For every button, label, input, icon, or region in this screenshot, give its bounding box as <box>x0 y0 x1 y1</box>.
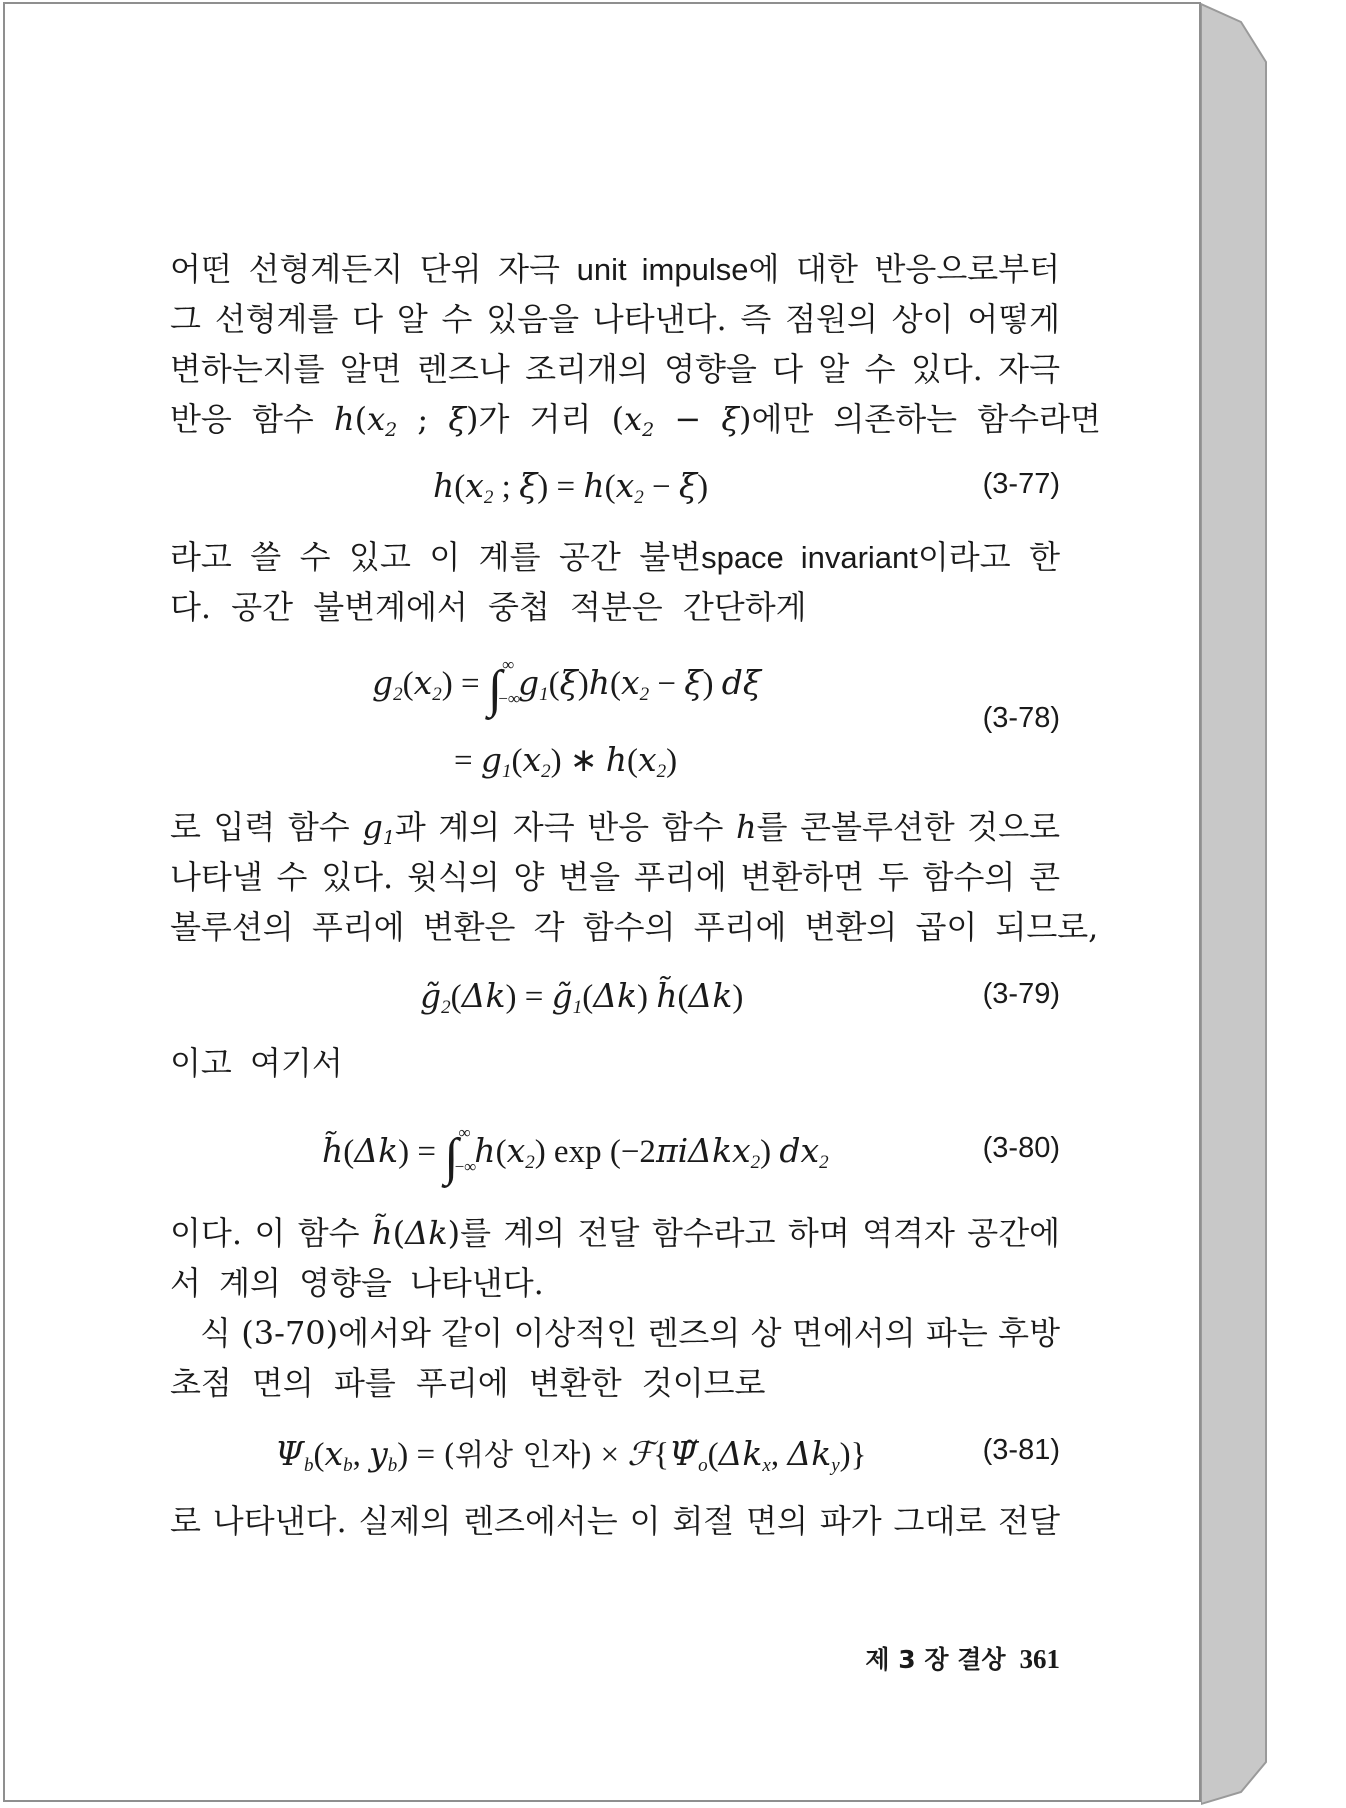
page-edge-graphic <box>1201 2 1341 1808</box>
chapter-label: 제 3 장 결상 <box>865 1645 1006 1674</box>
text-line-15: 로 나타낸다. 실제의 렌즈에서는 이 회절 면의 파가 그대로 전달 <box>170 1502 1060 1540</box>
equation-3-77: $h(x_2$ ; $\xi) = h(x_2 - \xi)$ <box>433 466 709 508</box>
text-line-13: 식 (3-70)에서와 같이 이상적인 렌즈의 상 면에서의 파는 후방 <box>200 1314 1060 1352</box>
equation-number: (3-77) <box>982 468 1060 500</box>
text-line-5: 라고 쓸 수 있고 이 계를 공간 불변space invariant이라고 한 <box>170 538 1060 576</box>
equation-number: (3-78) <box>982 702 1060 734</box>
text-line-6: 다. 공간 불변계에서 중첩 적분은 간단하게 <box>170 588 807 626</box>
equation-number: (3-79) <box>982 978 1060 1010</box>
text-line-9: 볼루션의 푸리에 변환은 각 함수의 푸리에 변환의 곱이 되므로, <box>170 908 1099 946</box>
text-line-8: 나타낼 수 있다. 윗식의 양 변을 푸리에 변환하면 두 함수의 콘 <box>170 858 1060 896</box>
equation-number: (3-80) <box>982 1132 1060 1164</box>
equation-3-78-line1: $g_2(x_2) = \int^\infty_{-\infty}g_1(\xi)h(x_2 - \xi)$ dξ <box>372 655 762 718</box>
equation-3-78-line2: = $g_1(x_2)$ ∗ $h(x_2)$ <box>454 740 678 782</box>
equation-3-80: h̃(Δk) = $\int^\infty_{-\infty}h(x_2)$ exp (−2πiΔkx$_2$) $dx_2$ <box>322 1123 829 1186</box>
equation-3-81: $\Psi_b(x_b$, $y_b$) = (위상 인자) × $ℱ\{\Psĩ_o(\Delta k_x$, $\Delta k_y$)} <box>275 1434 867 1476</box>
page-number: 361 <box>1019 1644 1060 1674</box>
text-line-7: 로 입력 함수 $g_1$과 계의 자극 반응 함수 h를 콘볼루션한 것으로 <box>170 808 1061 849</box>
equation-number: (3-81) <box>982 1434 1060 1466</box>
text-line-14: 초점 면의 파를 푸리에 변환한 것이므로 <box>170 1364 766 1402</box>
page-footer <box>838 1640 1060 1676</box>
text-line-10: 이고 여기서 <box>170 1044 343 1082</box>
text-line-11: 이다. 이 함수 h̃(Δk)를 계의 전달 함수라고 하며 역격자 공간에 <box>170 1214 1061 1252</box>
text-line-1: 어떤 선형계든지 단위 자극 unit impulse에 대한 반응으로부터 <box>170 250 1060 288</box>
text-line-12: 서 계의 영향을 나타낸다. <box>170 1264 544 1302</box>
text-line-2: 그 선형계를 다 알 수 있음을 나타낸다. 즉 점원의 상이 어떻게 <box>170 300 1060 338</box>
text-line-3: 변하는지를 알면 렌즈나 조리개의 영향을 다 알 수 있다. 자극 <box>170 350 1060 388</box>
text-line-4: 반응 함수 $h(x_2$ ; ξ)가 거리 $(x_2 - \xi)$에만 의존하는 함수라면 <box>170 400 1101 441</box>
equation-3-79: $g̃_2(\Delta k)$ = $g̃_1(\Delta k)$ h̃(Δk) <box>420 976 744 1018</box>
